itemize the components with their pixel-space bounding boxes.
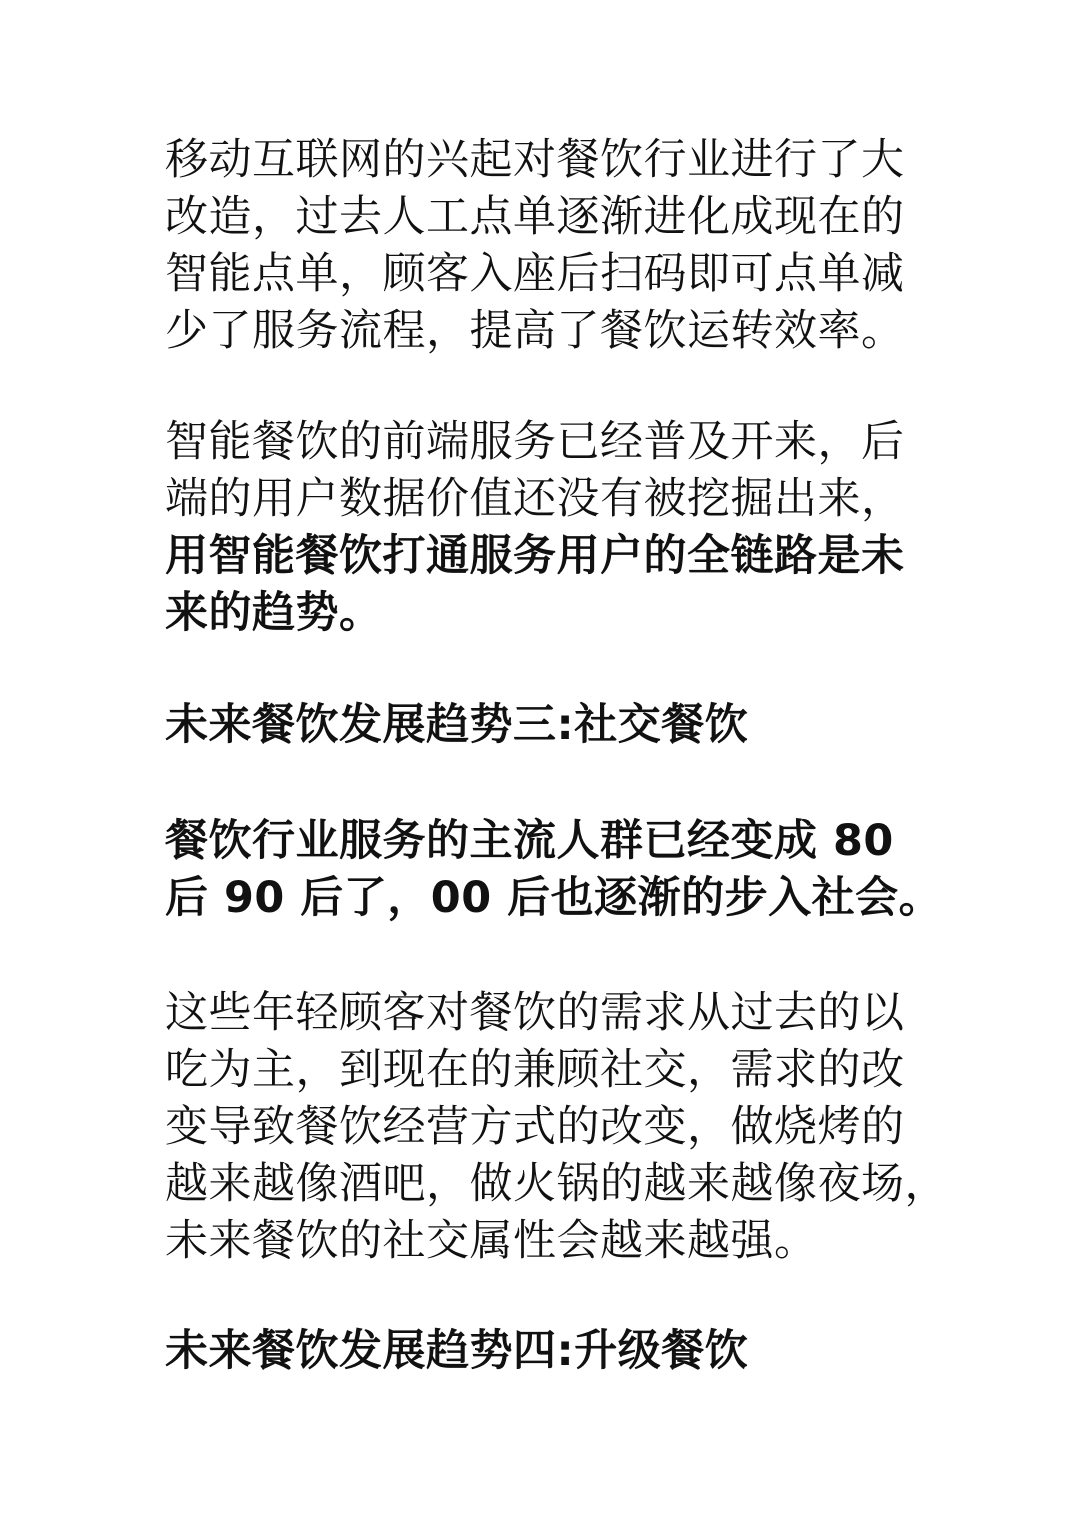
heading-text: 未来餐饮发展趋势三:社交餐饮 xyxy=(165,700,749,750)
paragraph-line: 移动互联网的兴起对餐饮行业进行了大 xyxy=(165,135,905,185)
paragraph-line: 智能餐饮的前端服务已经普及开来，后 xyxy=(165,417,905,467)
paragraph-line: 端的用户数据价值还没有被挖掘出来， xyxy=(165,474,905,524)
paragraph-line: 吃为主，到现在的兼顾社交，需求的改 xyxy=(165,1045,905,1095)
paragraph-social-demand xyxy=(165,985,948,1270)
paragraph-mainstream-customers xyxy=(165,813,943,927)
paragraph-emphasis-line: 来的趋势。 xyxy=(165,588,383,638)
paragraph-smart-dining xyxy=(165,414,925,642)
heading-text: 未来餐饮发展趋势四:升级餐饮 xyxy=(165,1326,749,1376)
paragraph-line: 改造，过去人工点单逐渐进化成现在的 xyxy=(165,192,905,242)
section-heading-trend-four xyxy=(165,1323,925,1380)
section-heading-trend-three xyxy=(165,697,925,754)
paragraph-line: 越来越像酒吧，做火锅的越来越像夜场， xyxy=(165,1159,948,1209)
paragraph-line: 餐饮行业服务的主流人群已经变成 80 xyxy=(165,816,894,866)
paragraph-line: 少了服务流程，提高了餐饮运转效率。 xyxy=(165,306,905,356)
paragraph-line: 后 90 后了，00 后也逐渐的步入社会。 xyxy=(165,873,943,923)
paragraph-line: 这些年轻顾客对餐饮的需求从过去的以 xyxy=(165,988,905,1038)
paragraph-line: 未来餐饮的社交属性会越来越强。 xyxy=(165,1216,818,1266)
paragraph-mobile-internet xyxy=(165,132,925,360)
paragraph-line: 智能点单，顾客入座后扫码即可点单减 xyxy=(165,249,905,299)
paragraph-emphasis-line: 用智能餐饮打通服务用户的全链路是未 xyxy=(165,531,905,581)
paragraph-line: 变导致餐饮经营方式的改变，做烧烤的 xyxy=(165,1102,905,1152)
